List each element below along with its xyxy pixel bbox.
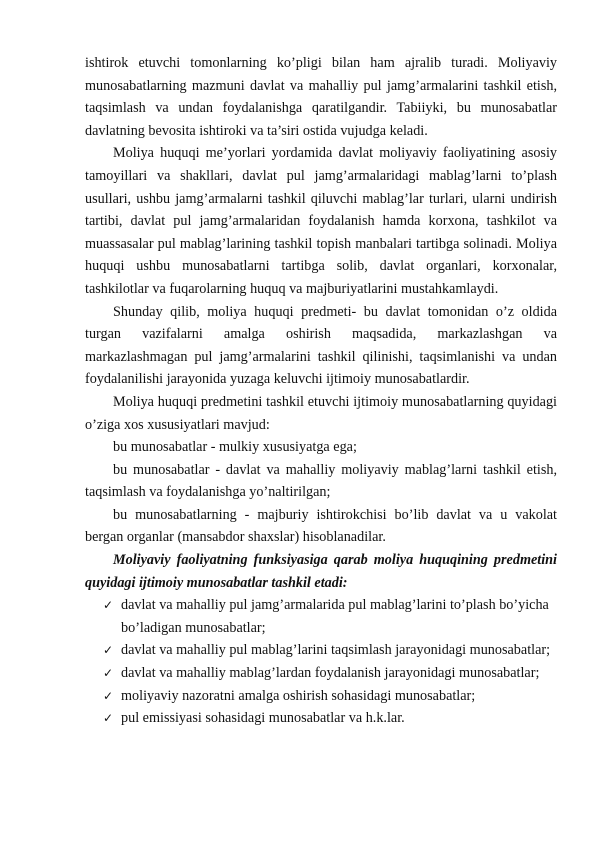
paragraph-subject-definition: Shunday qilib, moliya huquqi predmeti- bu davlat tomonidan o’z oldida turgan vazifalarni amalga oshirish maqsadida, markazlashgan va markazlashmagan pul jamg’armalarini tashkil qilinishi, taqsimlanishi va undan foydalanilishi jarayonida yuzaga keluvchi ijtimoiy munosabatlardir. bbox=[85, 303, 557, 388]
check-mark-icon: ✓ bbox=[103, 643, 114, 658]
paragraph-continuation: ishtirok etuvchi tomonlarning ko’pligi bilan ham ajralib turadi. Moliyaviy munosabatlarning mazmuni davlat va mahalliy pul jamg’armalarini tashkil etish, taqsimlash va undan foydalanishga qaratilgandir. Tabiiyki, bu munosabatlar davlatning bevosita ishtiroki va ta’siri ostida vujudga keladi. bbox=[85, 55, 557, 139]
list-item-text: pul emissiyasi sohasidagi munosabatlar va h.k.lar. bbox=[121, 710, 405, 727]
paragraph-norms: Moliya huquqi me’yorlari yordamida davlat moliyaviy faoliyatining asosiy tamoyillari va shakllari, davlat pul jamg’armalaridagi mablag’larni to’plash usullari, ushbu jamg’armalarni tashkil qiluvchi mablag’lar turlari, ularni undirish tartibi, davlat pul jamg’armalaridan foydalanish hamda korxona, tashkilot va muassasalar pul mablag’larining tashkil topish manbalari tartibga solinadi. Moliya huquqi ushbu munosabatlarni tartibga solib, davlat organlari, korxonalar, tashkilotlar va fuqarolarning huquq va majburiyatlarini mustahkamlaydi. bbox=[85, 145, 557, 297]
paragraph-feature-funds: bu munosabatlar - davlat va mahalliy moliyaviy mablag’larni tashkil etish, taqsimlash va foydalanishga yo’naltirilgan; bbox=[85, 461, 557, 501]
list-item bbox=[85, 594, 557, 639]
list-item-text: moliyaviy nazoratni amalga oshirish sohasidagi munosabatlar; bbox=[121, 687, 476, 704]
check-mark-icon: ✓ bbox=[103, 711, 114, 726]
document-page bbox=[85, 52, 557, 730]
list-item bbox=[85, 639, 557, 662]
list-item bbox=[85, 707, 557, 730]
checklist bbox=[85, 594, 557, 730]
list-item-text: davlat va mahalliy mablag’lardan foydalanish jarayonidagi munosabatlar; bbox=[121, 665, 540, 682]
paragraph-features-intro: Moliya huquqi predmetini tashkil etuvchi ijtimoiy munosabatlarning quyidagi o’ziga xos xususiyatlari mavjud: bbox=[85, 393, 557, 433]
paragraph-feature-property: bu munosabatlar - mulkiy xususiyatga ega; bbox=[113, 439, 357, 456]
list-item bbox=[85, 662, 557, 685]
check-mark-icon: ✓ bbox=[103, 598, 114, 613]
paragraph-feature-participant: bu munosabatlarning - majburiy ishtirokchisi bo’lib davlat va u vakolat bergan organlar (mansabdor shaxslar) hisoblanadilar. bbox=[85, 506, 557, 546]
check-mark-icon: ✓ bbox=[103, 688, 114, 703]
section-heading: Moliyaviy faoliyatning funksiyasiga qarab moliya huquqining predmetini quyidagi ijtimoiy munosabatlar tashkil etadi: bbox=[85, 552, 557, 591]
list-item bbox=[85, 685, 557, 708]
check-mark-icon: ✓ bbox=[103, 666, 114, 681]
list-item-text: davlat va mahalliy pul mablag’larini taqsimlash jarayonidagi munosabatlar; bbox=[121, 642, 551, 659]
list-item-text: davlat va mahalliy pul jamg’armalarida pul mablag’larini to’plash bo’yicha bo’ladigan munosabatlar; bbox=[121, 597, 549, 636]
